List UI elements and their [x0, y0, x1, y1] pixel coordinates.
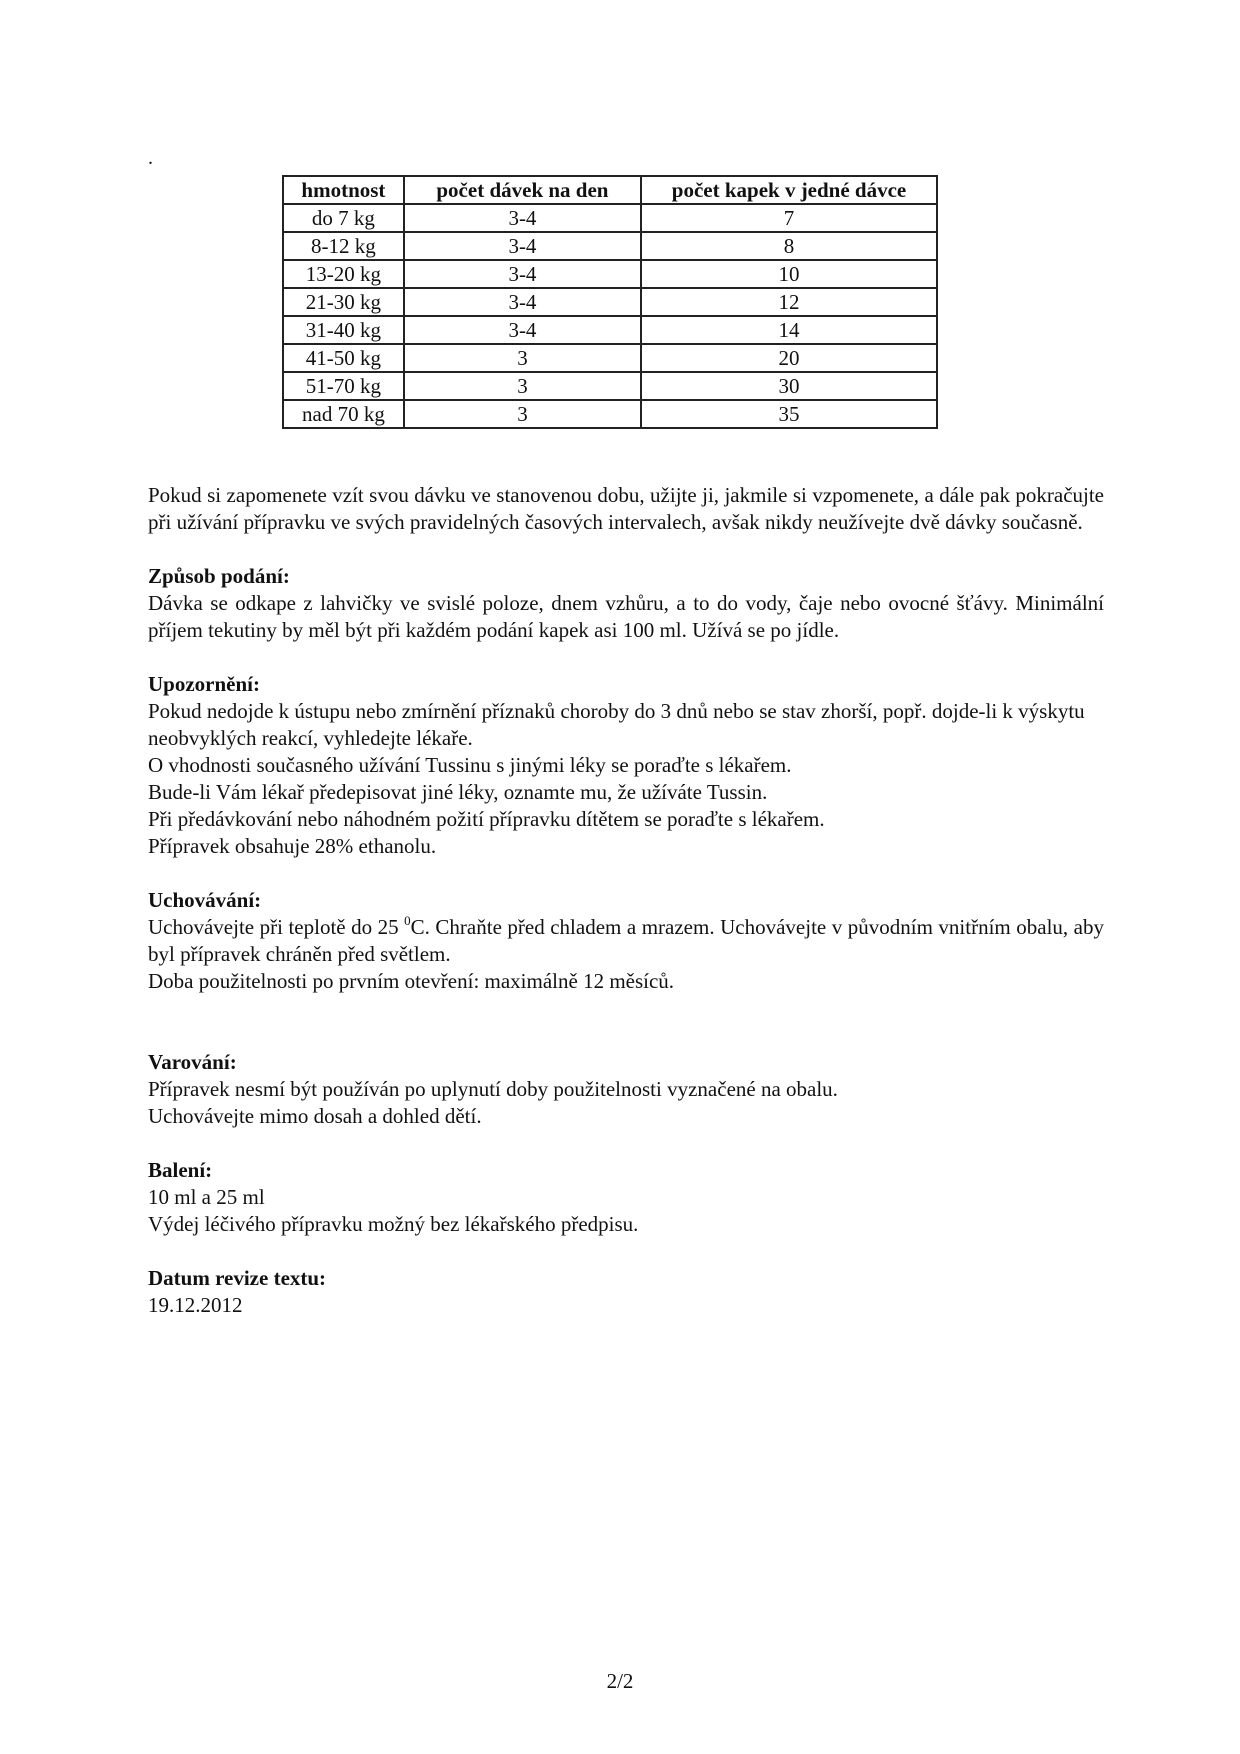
- revision-date: 19.12.2012: [148, 1293, 243, 1317]
- notes-line: Bude-li Vám lékař předepisovat jiné léky, oznamte mu, že užíváte Tussin.: [148, 780, 768, 804]
- caution-heading: Varování:: [148, 1050, 237, 1074]
- table-row: [283, 400, 937, 428]
- cell-doses: 3-4: [404, 260, 641, 288]
- cell-drops: 8: [641, 232, 937, 260]
- cell-weight: 31-40 kg: [283, 316, 404, 344]
- degree-superscript: 0: [404, 913, 411, 928]
- missed-dose-paragraph: Pokud si zapomenete vzít svou dávku ve stanovenou dobu, užijte ji, jakmile si vzpomenete, a dále pak pokračujte při užívání přípravku ve svých pravidelných časových intervalech, avšak nikdy neužívejte dvě dávky současně.: [148, 483, 1104, 534]
- cell-drops: 12: [641, 288, 937, 316]
- cell-doses: 3: [404, 400, 641, 428]
- table-row: [283, 372, 937, 400]
- header-weight: hmotnost: [283, 176, 404, 204]
- storage-text-start: Uchovávejte při teplotě do 25: [148, 915, 405, 939]
- revision-heading: Datum revize textu:: [148, 1266, 327, 1290]
- header-drops-per-dose: počet kapek v jedné dávce: [641, 176, 937, 204]
- cell-weight: 13-20 kg: [283, 260, 404, 288]
- administration-heading: Způsob podání:: [148, 564, 290, 588]
- cell-drops: 20: [641, 344, 937, 372]
- cell-weight: 8-12 kg: [283, 232, 404, 260]
- packaging-line: 10 ml a 25 ml: [148, 1185, 265, 1209]
- cell-doses: 3-4: [404, 288, 641, 316]
- storage-heading: Uchovávání:: [148, 888, 262, 912]
- cell-weight: do 7 kg: [283, 204, 404, 232]
- cell-drops: 30: [641, 372, 937, 400]
- cell-doses: 3-4: [404, 204, 641, 232]
- notes-line: O vhodnosti současného užívání Tussinu s jinými léky se poraďte s lékařem.: [148, 753, 792, 777]
- cell-drops: 7: [641, 204, 937, 232]
- cell-doses: 3-4: [404, 232, 641, 260]
- dosage-table: [282, 175, 938, 429]
- notes-line: Pokud nedojde k ústupu nebo zmírnění příznaků choroby do 3 dnů nebo se stav zhorší, popř. dojde-li k výskytu neobvyklých reakcí, vyhledejte lékaře.: [148, 699, 1085, 750]
- storage-line: Doba použitelnosti po prvním otevření: maximálně 12 měsíců.: [148, 969, 675, 993]
- cell-weight: 51-70 kg: [283, 372, 404, 400]
- storage-line: [148, 914, 1104, 968]
- cell-doses: 3-4: [404, 316, 641, 344]
- cell-weight: nad 70 kg: [283, 400, 404, 428]
- storage-text-end: C. Chraňte před chladem a mrazem. Uchovávejte v původním vnitřním obalu, aby byl přípravek chráněn před světlem.: [148, 915, 1105, 966]
- cell-doses: 3: [404, 372, 641, 400]
- caution-line: Přípravek nesmí být používán po uplynutí doby použitelnosti vyznačené na obalu.: [148, 1077, 838, 1101]
- notes-line: Při předávkování nebo náhodném požití přípravku dítětem se poraďte s lékařem.: [148, 807, 825, 831]
- table-row: [283, 232, 937, 260]
- document-body: [148, 482, 1104, 1319]
- cell-drops: 10: [641, 260, 937, 288]
- notes-heading: Upozornění:: [148, 672, 260, 696]
- cell-weight: 21-30 kg: [283, 288, 404, 316]
- packaging-heading: Balení:: [148, 1158, 213, 1182]
- cell-drops: 35: [641, 400, 937, 428]
- administration-paragraph: Dávka se odkape z lahvičky ve svislé poloze, dnem vzhůru, a to do vody, čaje nebo ovocné šťávy. Minimální příjem tekutiny by měl být při každém podání kapek asi 100 ml. Užívá se po jídle.: [148, 591, 1104, 642]
- cell-drops: 14: [641, 316, 937, 344]
- cell-weight: 41-50 kg: [283, 344, 404, 372]
- cell-doses: 3: [404, 344, 641, 372]
- header-doses-per-day: počet dávek na den: [404, 176, 641, 204]
- packaging-line: Výdej léčivého přípravku možný bez lékařského předpisu.: [148, 1212, 639, 1236]
- notes-line: Přípravek obsahuje 28% ethanolu.: [148, 834, 437, 858]
- leading-mark: .: [148, 147, 153, 169]
- table-row: [283, 260, 937, 288]
- table-row: [283, 344, 937, 372]
- table-row: [283, 316, 937, 344]
- table-header-row: [283, 176, 937, 204]
- caution-line: Uchovávejte mimo dosah a dohled dětí.: [148, 1104, 482, 1128]
- page-number: 2/2: [606, 1669, 634, 1693]
- table-row: [283, 288, 937, 316]
- table-row: [283, 204, 937, 232]
